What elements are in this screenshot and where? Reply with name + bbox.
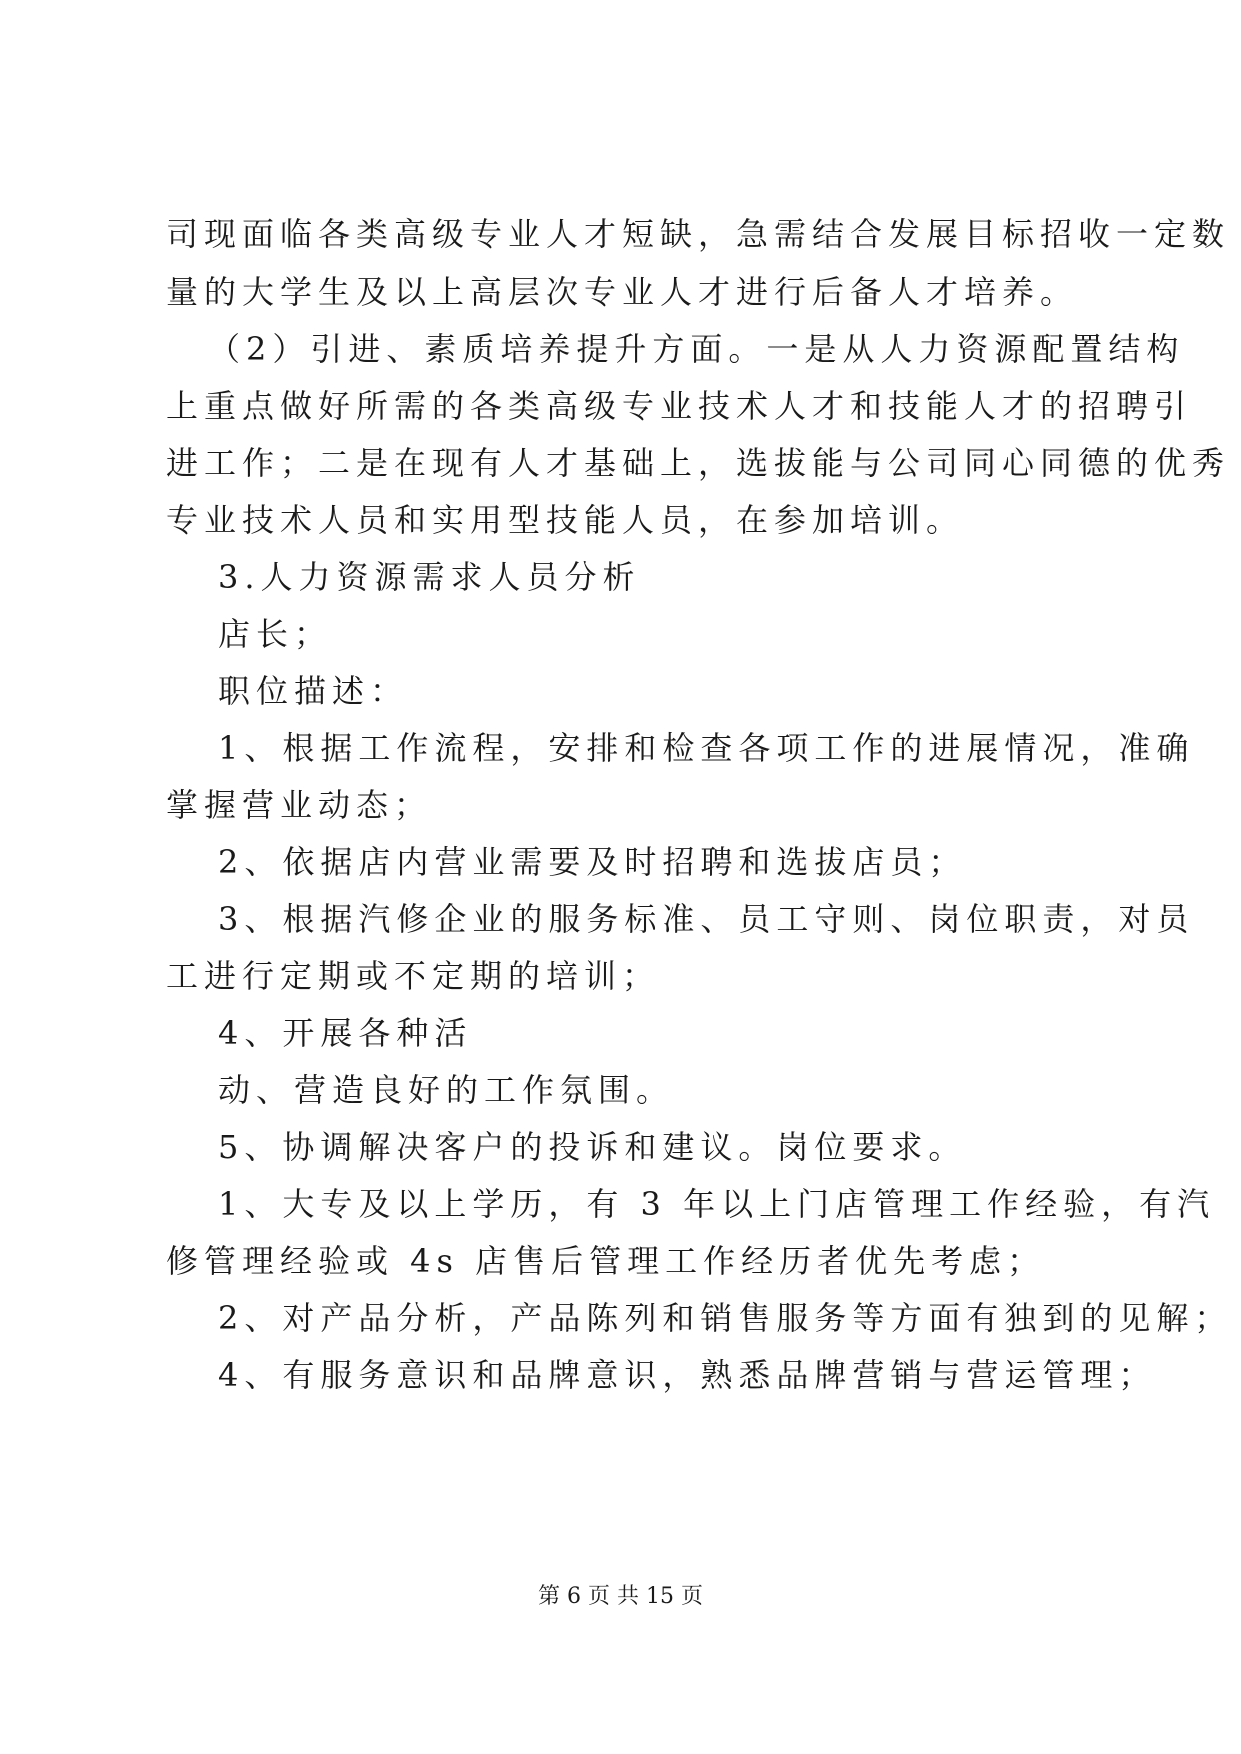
list-item: 2、依据店内营业需要及时招聘和选拔店员； — [218, 843, 967, 881]
body-line: 店长； — [218, 615, 333, 653]
body-line: 量的大学生及以上高层次专业人才进行后备人才培养。 — [166, 273, 1079, 311]
body-line: 掌握营业动态； — [166, 786, 433, 824]
list-item: 4、有服务意识和品牌意识，熟悉品牌营销与营运管理； — [218, 1356, 1157, 1394]
list-item: 1、根据工作流程，安排和检查各项工作的进展情况，准确 — [218, 729, 1195, 767]
list-item: 4、开展各种活 — [218, 1014, 473, 1052]
body-line: 动、营造良好的工作氛围。 — [218, 1071, 675, 1109]
section-heading: 3.人力资源需求人员分析 — [218, 558, 641, 596]
list-item: 3、根据汽修企业的服务标准、员工守则、岗位职责，对员 — [218, 900, 1195, 938]
body-line: 司现面临各类高级专业人才短缺，急需结合发展目标招收一定数 — [166, 215, 1231, 253]
page-footer: 第 6 页 共 15 页 — [538, 1584, 703, 1609]
body-line: 职位描述： — [218, 672, 409, 710]
list-item: 2、对产品分析，产品陈列和销售服务等方面有独到的见解； — [218, 1299, 1233, 1337]
body-line: （2）引进、素质培养提升方面。一是从人力资源配置结构 — [208, 330, 1185, 368]
list-item: 1、大专及以上学历，有 3 年以上门店管理工作经验，有汽 — [218, 1185, 1216, 1223]
body-line: 进工作；二是在现有人才基础上，选拔能与公司同心同德的优秀 — [166, 444, 1231, 482]
body-line: 工进行定期或不定期的培训； — [166, 957, 661, 995]
body-line: 修管理经验或 4s 店售后管理工作经历者优先考虑； — [166, 1242, 1046, 1280]
list-item: 5、协调解决客户的投诉和建议。岗位要求。 — [218, 1128, 967, 1166]
body-line: 专业技术人员和实用型技能人员，在参加培训。 — [166, 501, 965, 539]
body-line: 上重点做好所需的各类高级专业技术人才和技能人才的招聘引 — [166, 387, 1193, 425]
